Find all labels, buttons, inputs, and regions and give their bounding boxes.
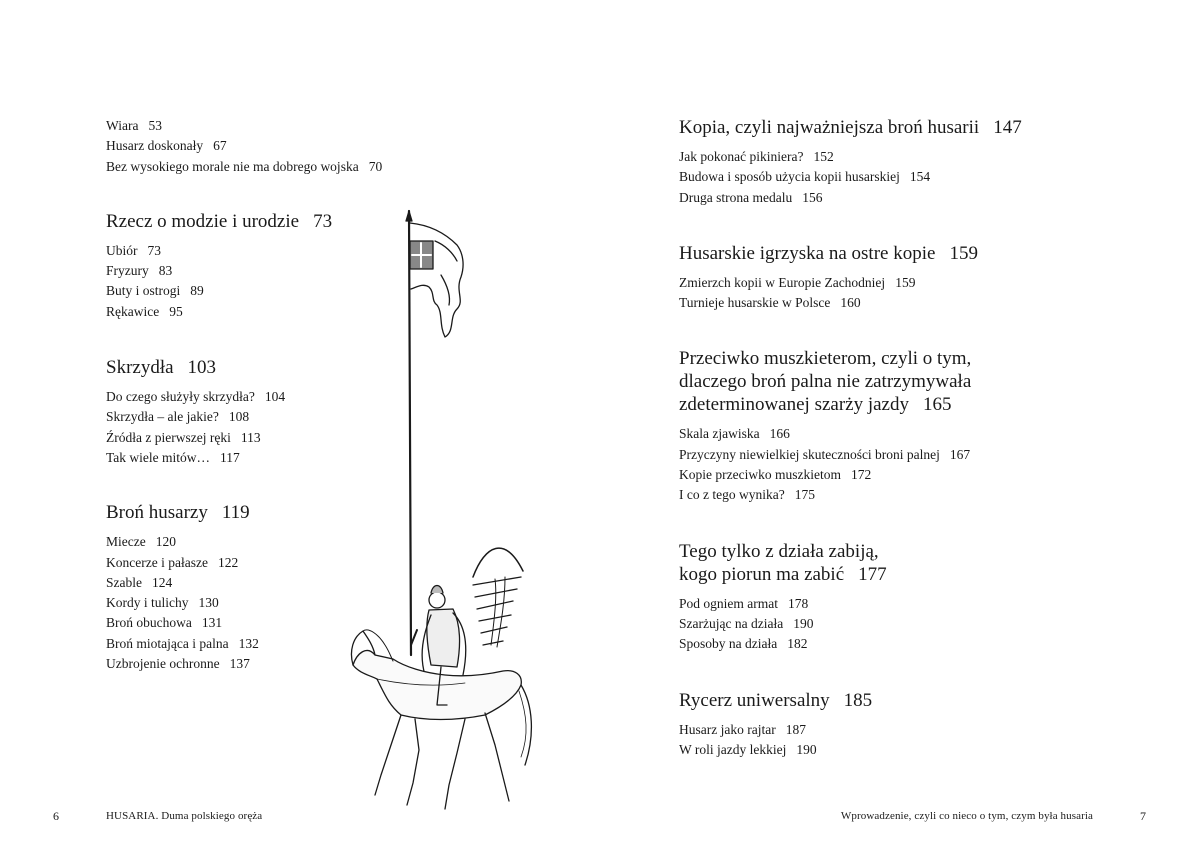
heading-title: Rycerz uniwersalny [679,689,830,711]
entry-title: I co z tego wynika? [679,487,785,503]
heading-page: 147 [993,117,1022,138]
entry-title: Husarz jako rajtar [679,721,776,737]
heading-title: Kopia, czyli najważniejsza broń husarii [679,117,980,138]
heading-title: Broń husarzy [106,502,208,524]
entry-page: 122 [217,554,239,570]
heading-line: dlaczego broń palna nie zatrzymywała [679,371,972,393]
heading-line: Tego tylko z działa zabiją, [679,540,879,562]
heading-page: 165 [923,394,952,416]
toc-entry [679,273,1099,293]
heading-page: 119 [221,502,250,524]
entry-title: Tak wiele mitów… [106,449,211,465]
entry-page: 120 [155,534,176,550]
toc-entry [679,465,1099,485]
entry-page: 152 [813,149,834,164]
entry-title: W roli jazdy lekkiej [679,741,787,757]
entry-title: Budowa i sposób użycia kopii husarskiej [679,169,900,185]
toc-section [679,540,1099,655]
heading-title: zdeterminowanej szarży jazdy [679,394,909,416]
entry-title: Skala zjawiska [679,426,760,442]
heading-title: Skrzydła [106,357,174,379]
heading-title: Rzecz o modzie i urodzie [106,210,300,232]
entry-page: 190 [793,615,814,631]
toc-section [679,347,1099,505]
entry-title: Skrzydła – ale jakie? [106,409,219,425]
entry-title: Turnieje husarskie w Polsce [679,295,831,311]
entry-title: Koncerze i pałasze [106,554,208,570]
entry-page: 70 [368,158,383,174]
heading-line [679,393,1099,416]
toc-entry [679,720,1099,740]
entry-page: 89 [190,283,204,299]
entry-title: Przyczyny niewielkiej skuteczności broni palnej [679,446,940,462]
entry-page: 178 [787,595,809,611]
section-heading [679,242,1099,265]
toc-entry [679,634,1099,654]
entry-title: Bez wysokiego morale nie ma dobrego wojska [106,158,359,174]
heading-page: 185 [843,689,873,711]
entry-page: 83 [158,263,173,279]
left-running-head: HUSARIA. Duma polskiego oręża [106,810,263,822]
entry-title: Szable [106,574,142,590]
entry-page: 154 [909,169,931,185]
toc-entry [679,293,1099,313]
entry-page: 73 [147,242,161,258]
toc-section [679,242,1099,314]
entry-title: Szarżując na działa [679,615,784,631]
toc-section [679,116,1099,208]
toc-entry [679,594,1099,614]
winged-hussar-illustration [345,205,535,815]
entry-page: 172 [850,467,872,483]
entry-title: Kopie przeciwko muszkietom [679,467,841,483]
heading-line: Przeciwko muszkieterom, czyli o tym, [679,348,972,370]
entry-page: 130 [198,595,219,611]
toc-entry [679,614,1099,634]
toc-entry [679,167,1099,187]
heading-page: 73 [313,210,333,232]
toc-entry [679,445,1099,465]
entry-page: 95 [169,303,183,319]
entry-title: Miecze [106,534,146,550]
entry-title: Pod ogniem armat [679,595,778,611]
toc-entry [106,116,406,136]
section-heading [679,116,1099,139]
entry-page: 104 [264,389,286,405]
entry-page: 159 [895,274,916,290]
heading-title: Husarskie igrzyska na ostre kopie [679,242,936,264]
heading-page: 103 [187,357,217,379]
entry-title: Zmierzch kopii w Europie Zachodniej [679,274,886,290]
entry-page: 166 [769,426,790,442]
entry-page: 167 [949,446,971,462]
entry-page: 53 [148,118,162,133]
entry-page: 131 [201,615,223,631]
entry-title: Do czego służyły skrzydła? [106,389,255,405]
intro-entries [106,116,406,177]
entry-title: Uzbrojenie ochronne [106,656,220,672]
entry-page: 160 [840,295,861,311]
right-page-number: 7 [1140,809,1146,823]
entry-page: 156 [802,189,823,205]
entry-page: 67 [213,138,227,154]
section-heading [679,540,1099,586]
entry-title: Druga strona medalu [679,189,793,205]
toc-entry [679,424,1099,444]
heading-line [679,563,1099,586]
entry-title: Husarz doskonały [106,138,204,154]
entry-title: Sposoby na działa [679,636,778,652]
entry-title: Kordy i tulichy [106,595,189,611]
toc-entry [679,740,1099,760]
toc-section [679,689,1099,761]
entry-title: Rękawice [106,303,160,319]
entry-title: Fryzury [106,263,149,279]
toc-entry [679,147,1099,167]
heading-page: 177 [858,563,887,585]
entry-page: 175 [794,487,815,503]
entry-page: 182 [787,636,808,652]
right-page-contents [679,116,1099,760]
entry-page: 124 [152,574,173,590]
entry-title: Źródła z pierwszej ręki [106,429,231,445]
entry-page: 113 [240,429,261,445]
toc-entry [106,136,406,156]
entry-page: 137 [229,656,250,672]
entry-page: 108 [228,409,250,425]
entry-page: 190 [796,741,817,757]
entry-title: Broń miotająca i palna [106,635,229,651]
right-running-head: Wprowadzenie, czyli co nieco o tym, czym była husaria [840,810,1093,822]
entry-title: Buty i ostrogi [106,283,181,299]
entry-title: Jak pokonać pikiniera? [679,149,804,164]
toc-entry [679,485,1099,505]
left-page-number: 6 [53,809,59,823]
entry-page: 117 [220,449,240,465]
toc-entry [679,188,1099,208]
entry-title: Wiara [106,118,139,133]
entry-title: Ubiór [106,242,138,258]
heading-title: kogo piorun ma zabić [679,563,845,585]
entry-page: 187 [785,721,806,737]
heading-page: 159 [949,242,978,264]
toc-entry [106,157,406,177]
section-heading [679,689,1099,712]
entry-page: 132 [238,635,259,651]
entry-title: Broń obuchowa [106,615,192,631]
section-heading [679,347,1099,416]
